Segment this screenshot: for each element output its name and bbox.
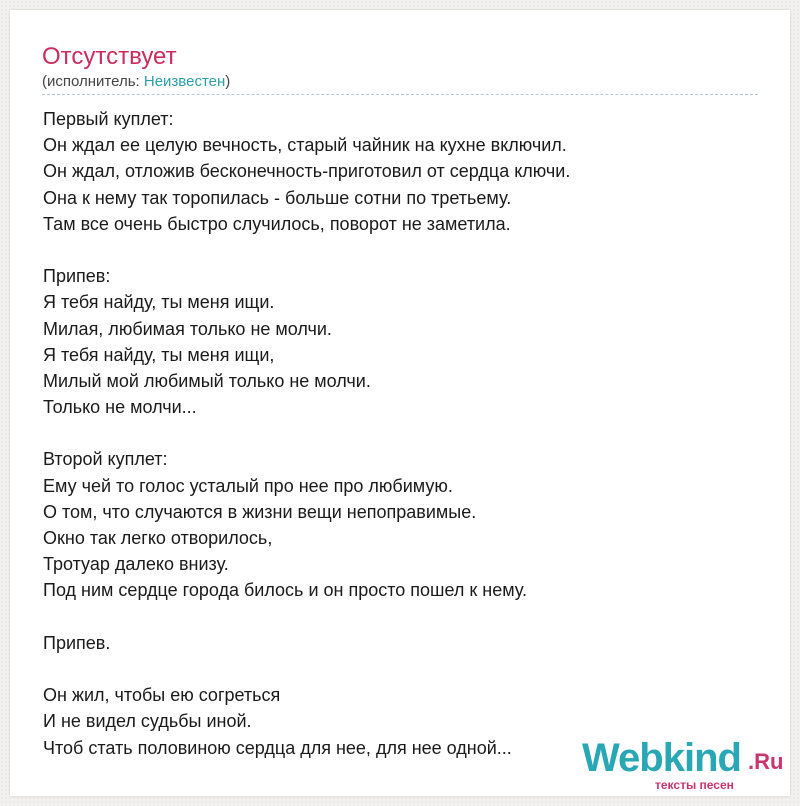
- lyric-line: Он ждал ее целую вечность, старый чайник на кухне включил.: [43, 135, 567, 156]
- lyric-line: [43, 604, 763, 630]
- divider: [42, 94, 758, 95]
- lyric-line: [43, 237, 763, 263]
- lyric-line: Второй куплет:: [43, 449, 168, 470]
- lyric-line: Припев.: [43, 632, 111, 653]
- webkind-logo[interactable]: [582, 736, 792, 792]
- lyric-line: Припев:: [43, 266, 111, 287]
- lyric-line: Я тебя найду, ты меня ищи,: [43, 344, 275, 365]
- logo-tagline: тексты песен: [655, 778, 734, 792]
- lyric-line: Он жил, чтобы ею согреться: [43, 685, 281, 706]
- lyric-line: Первый куплет:: [43, 109, 174, 129]
- lyric-line: Я тебя найду, ты меня ищи.: [43, 292, 275, 313]
- lyric-line: Под ним сердце города билось и он просто пошел к нему.: [43, 580, 527, 601]
- lyric-line: Окно так легко отворилось,: [43, 528, 273, 548]
- lyric-line: О том, что случаются в жизни вещи непоправимые.: [43, 501, 477, 522]
- lyric-line: Чтоб стать половиною сердца для нее, для нее одной...: [43, 737, 512, 758]
- artist-prefix: (исполнитель:: [42, 73, 144, 90]
- lyric-line: Милый мой любимый только не молчи.: [43, 370, 371, 391]
- artist-link[interactable]: Неизвестен: [143, 73, 226, 90]
- lyric-line: [43, 420, 763, 446]
- lyric-line: Милая, любимая только не молчи.: [43, 318, 332, 339]
- lyric-line: Тротуар далеко внизу.: [43, 554, 229, 575]
- song-title: Отсутствует: [42, 43, 177, 70]
- logo-word: Webkind: [582, 736, 741, 780]
- logo-tld: .Ru: [748, 749, 784, 774]
- lyric-line: Она к нему так торопилась - больше сотни по третьему.: [43, 187, 512, 208]
- lyric-line: Там все очень быстро случилось, поворот не заметила.: [43, 213, 511, 234]
- lyric-line: И не видел судьбы иной.: [43, 711, 252, 732]
- lyric-line: Только не молчи...: [43, 397, 197, 418]
- lyric-line: [43, 656, 763, 682]
- lyric-line: Ему чей то голос усталый про нее про любимую.: [43, 475, 453, 496]
- lyrics-card: [10, 10, 790, 796]
- artist-suffix: ): [225, 73, 231, 90]
- lyric-line: Он ждал, отложив бесконечность-приготовил от сердца ключи.: [43, 161, 571, 182]
- lyrics-text: [43, 106, 763, 761]
- artist-line: [42, 73, 230, 91]
